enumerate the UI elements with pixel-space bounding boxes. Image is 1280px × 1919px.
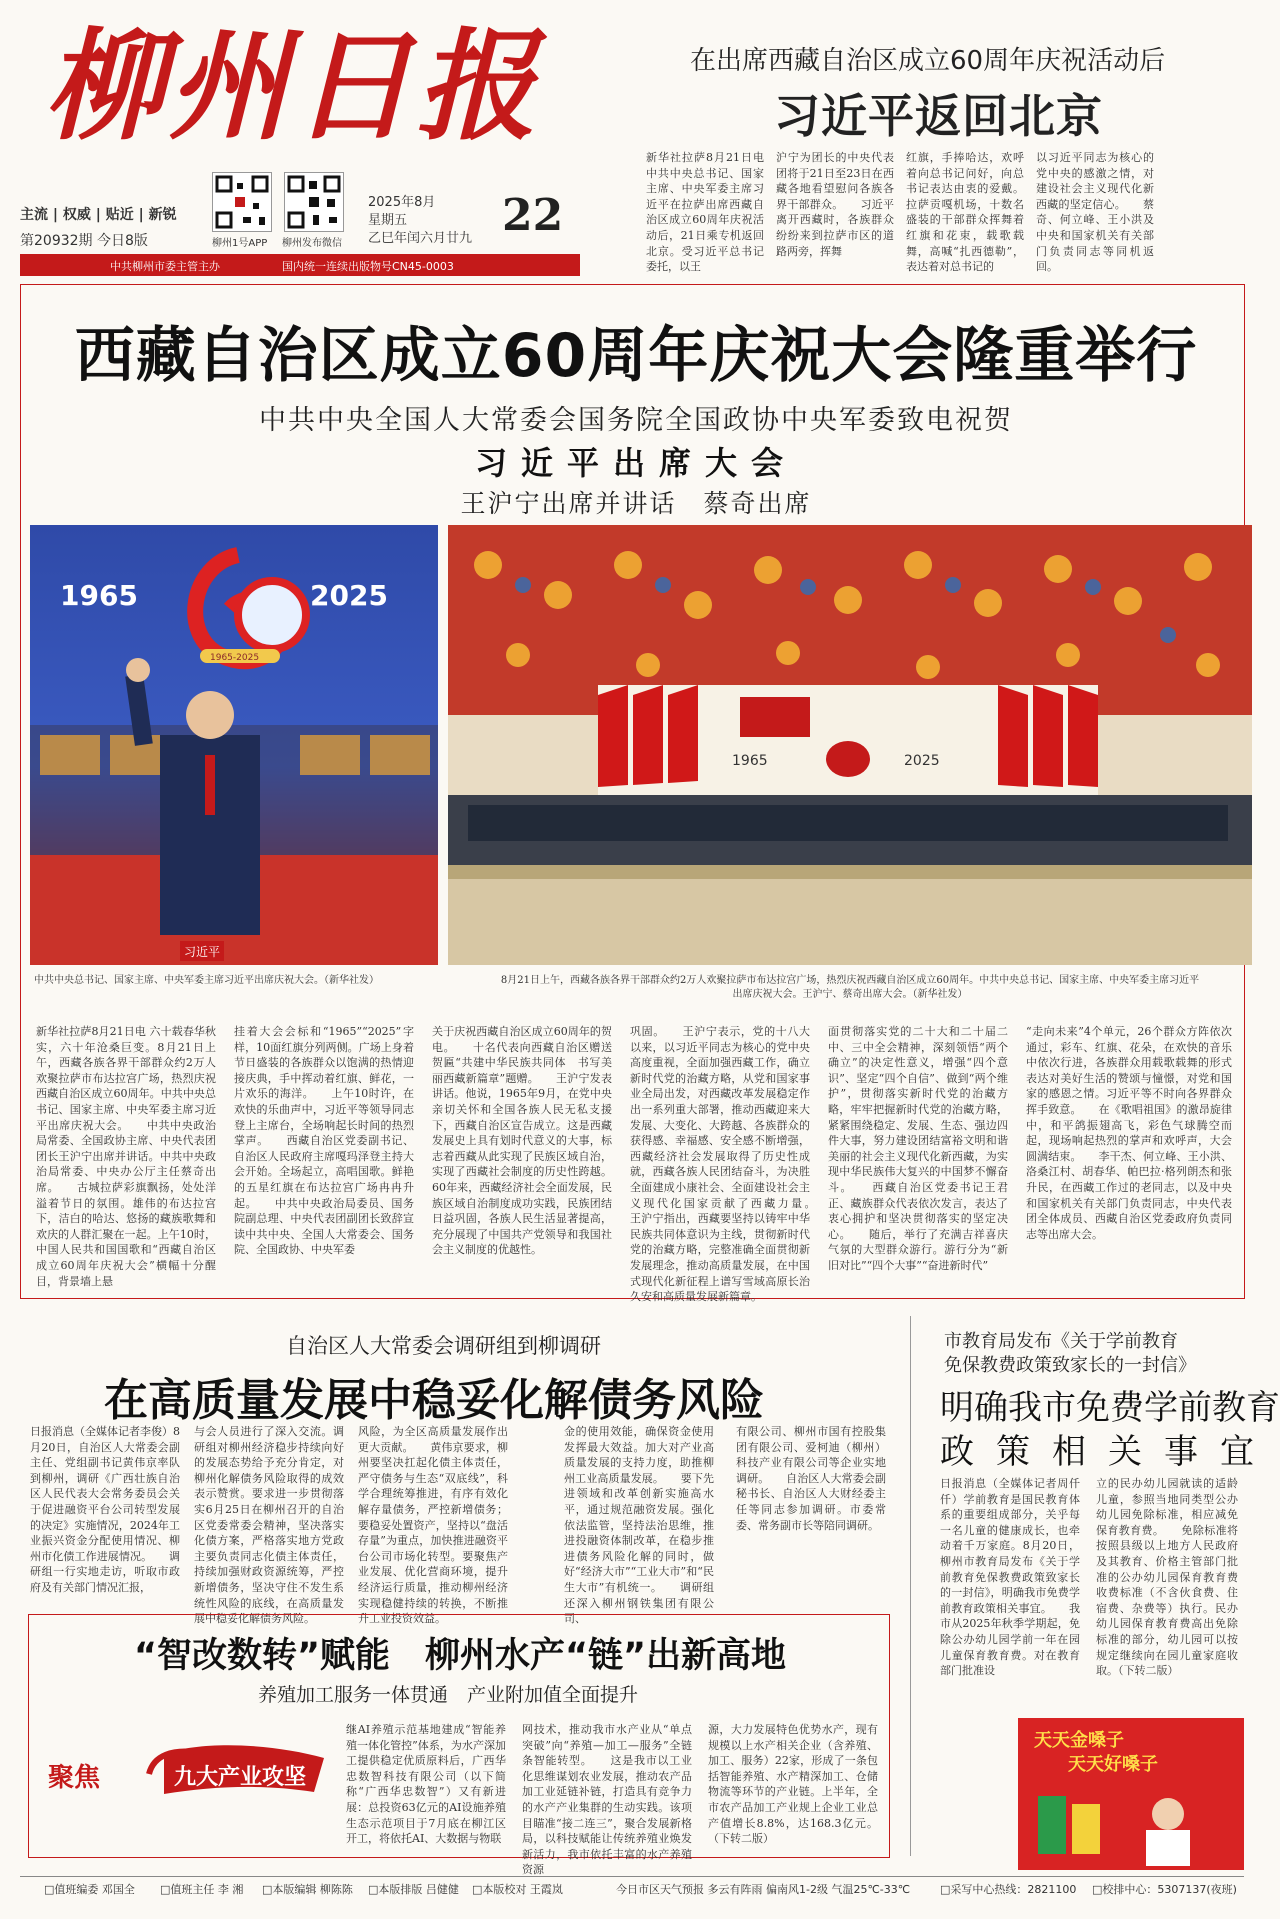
emblem-range: 1965-2025 — [210, 653, 260, 663]
lead-photo-right[interactable] — [448, 525, 1252, 965]
footer-night-desk: □校排中心：5307137(夜班) — [1092, 1883, 1237, 1896]
lead-article-column: 面贯彻落实党的二十大和二十届二中、三中全会精神，深刻领悟“两个确立”的决定性意义，增强“四个意识”、坚定“四个自信”、做到“两个维护”，贯彻落实新时代党的治藏方略，牢牢把握新时代党的治藏方略，紧紧围绕稳定、发展、生态、强边四件大事，努力建设团结富裕文明和谐美丽的社会主义现代化新西藏，为实现中华民族伟大复兴的中国梦不懈奋斗。 西藏自治区党委书记王君正、藏族群众代表依次发言，表达了衷心拥护和坚决贯彻落实的坚定决心。 随后，举行了充满吉祥喜庆气氛的大型群众游行。游行分为“新旧对比”“四个大事”“奋进新时代” — [828, 1025, 1008, 1272]
photo-right-caption: 8月21日上午，西藏各族各界干部群众约2万人欢聚拉萨市布达拉宫广场，热烈庆祝西藏自治区成立60周年。中共中央总书记、国家主席、中央军委主席习近平出席庆祝大会。王沪宁、蔡奇出席大会。（新华社发） — [500, 975, 1200, 1000]
ad-person-figure — [1152, 1798, 1184, 1830]
third-kicker-line-2: 免保教费政策致家长的一封信》 — [944, 1355, 1196, 1376]
fourth-article-column: 网技术，推动我市水产业从“单点突破”向“养殖—加工—服务”全链条智能转型。 这是我市以工业化思维谋划农业发展，推动农产品加工业延链补链，打造具有竞争力的水产产业集群的生动实践。该项目瞄准“接二连三”，聚合发展新格局，以科技赋能让传统养殖业焕发新活力，我市依托丰富的水产养殖资源 — [522, 1723, 692, 1877]
ad-product-box-icon — [1038, 1796, 1066, 1854]
footer-hotline: □采写中心热线：2821100 — [940, 1883, 1077, 1896]
qr-label-app: 柳州1号APP — [212, 238, 268, 249]
lead-subhead-1: 中共中央全国人大常委会国务院全国政协中央军委致电祝贺 — [259, 405, 1013, 436]
third-kicker-line-1: 市教育局发布《关于学前教育 — [944, 1331, 1178, 1352]
issue-date — [368, 194, 472, 248]
advertisement[interactable] — [1018, 1718, 1244, 1870]
badge-focus-text: 聚焦 — [48, 1763, 101, 1793]
masthead-slogan: 主流 | 权威 | 贴近 | 新锐 — [20, 207, 177, 223]
top-news-title: 习近平返回北京 — [774, 89, 1103, 143]
top-news-column: 沪宁为团长的中央代表团将于21日至23日在西藏各地看望慰问各族各界干部群众。 习近平离开西藏时，各族群众纷纷来到拉萨市区的道路两旁，挥舞 — [776, 151, 894, 258]
footer-item: □本版排版 吕健健 — [368, 1883, 459, 1896]
serial-number: 国内统一连续出版物号CN45-0003 — [282, 260, 454, 273]
third-article-column: 立的民办幼儿园就读的适龄儿童，参照当地同类型公办幼儿园免除标准，相应减免保育教育费。 免除标准将按照县级以上地方人民政府及其教育、价格主管部门批准的公办幼儿园保育教育费收费标准（不含伙食费、住宿费、杂费等）执行。民办幼儿园保育教育费高出免除标准的部分，幼儿园可以按规定继续向在园儿童家庭收取。（下转二版） — [1096, 1477, 1238, 1678]
qr-code-wechat-icon[interactable] — [284, 172, 344, 232]
third-article-column: 日报消息（全媒体记者周仟仟）学前教育是国民教育体系的重要组成部分，关乎每一名儿童的健康成长，也牵动着千万家庭。8月20日，柳州市教育局发布《关于学前教育免保教费政策致家长的一封信》，明确我市免费学前教育政策相关事宜。 我市从2025年秋季学期起，免除公办幼儿园学前一年在园儿童保育教育费。对在教育部门批准设 — [940, 1477, 1080, 1678]
second-article-column: 日报消息（全媒体记者李俊）8月20日，自治区人大常委会副主任、党组副书记黄伟京率队到柳州，调研《广西壮族自治区人民代表大会常务委员会关于促进融资平台公司转型发展的决定》实施情况，2024年工业振兴资金分配使用情况、柳州市化债工作进展情况。 调研组一行实地走访，听取市政府及有关部门情况汇报， — [30, 1425, 180, 1594]
fourth-article-column: 继AI养殖示范基地建成“智能养殖一体化管控”体系，为水产深加工提供稳定优质原料后，广西华忠数智科技有限公司（以下简称“广西华忠数智”）又有新进展：总投资63亿元的AI设施养殖生态示范项目于7月底在柳江区开工，将依托AI、大数据与物联 — [346, 1723, 506, 1846]
date-line-1: 2025年8月 — [368, 195, 436, 210]
second-article-column: 金的使用效能，确保资金使用发挥最大效益。加大对产业高质量发展的支持力度，助推柳州工业高质量发展。 要下先进领域和改革创新实施高水平，通过规范融资发展。强化依法监管，坚持法治思维，推进投融资体制改革，在稳步推进债务风险化解的同时，做好“经济大市”“工业大市”和“民生大市”有机统一。 调研组还深入柳州钢铁集团有限公司、 — [564, 1425, 714, 1626]
second-article-column: 有限公司、柳州市国有控股集团有限公司、爱柯迪（柳州）科技产业有限公司等企业实地调研。 自治区人大常委会副秘书长、自治区人大财经委主任等同志参加调研。市委常委、常务副市长等陪同调研。 — [736, 1425, 886, 1532]
emblem-year-left: 1965 — [60, 579, 138, 612]
second-article-column: 风险，为全区高质量发展作出更大贡献。 黄伟京要求，柳州要坚决扛起化债主体责任，严守债务与生态“双底线”，科学合理统筹推进，有序有效化解存量债务，严控新增债务；要稳妥处置资产，坚持以“盘活存量”为重点，加快推进融资平台公司市场化转型。要聚焦产业发展、优化营商环境，提升经济运行质量，推动柳州经济实现稳健持续的转换，不断推升工业投资效益。 — [358, 1425, 508, 1626]
footer-item: □本版校对 王霞岚 — [472, 1883, 563, 1896]
lead-subhead-2: 习近平出席大会 — [474, 444, 797, 482]
date-line-2: 星期五 — [368, 213, 408, 228]
stage-emblem-icon — [826, 741, 870, 777]
second-story-kicker: 自治区人大常委会调研组到柳调研 — [286, 1334, 601, 1358]
lead-article-column: 新华社拉萨8月21日电 六十载春华秋实，六十年沧桑巨变。8月21日上午，西藏各族各界干部群众约2万人欢聚拉萨市布达拉宫广场，热烈庆祝西藏自治区成立60周年。中共中央总书记、国家主席、中央军委主席习近平出席庆祝大会。 中共中央政治局常委、全国政协主席、中央代表团团长王沪宁出席并讲话。中共中央政治局常委、中央办公厅主任蔡奇出席。 古城拉萨彩旗飘扬，处处洋溢着节日的氛围。雄伟的布达拉宫下，洁白的哈达、悠扬的藏族歌舞和欢庆的人群汇聚在一起。上午10时，中国人民共和国国歌和“西藏自治区成立60周年庆祝大会”横幅十分醒目，背景墙上悬 — [36, 1025, 216, 1288]
day-number: 22 — [502, 190, 564, 241]
fourth-article-column: 源，大力发展特色优势水产，现有规模以上水产相关企业（含养殖、加工、服务）22家，形成了一条包括智能养殖、水产精深加工、仓储物流等环节的产业链。上半年，全市农产品加工产业规上企业工业总产值增长8.8%，达168.3亿元。（下转二版） — [708, 1723, 878, 1846]
lead-article-column: 挂着大会会标和“1965”“2025”字样，10面红旗分列两侧。广场上身着节日盛装的各族群众以饱满的热情迎接庆典，手中挥动着红旗、鲜花，一片欢乐的海洋。 上午10时许，在欢快的乐曲声中，习近平等领导同志登上主席台，全场响起长时间的热烈掌声。 西藏自治区党委副书记、自治区人民政府主席嘎玛泽登主持大会开始。全场起立，高唱国歌。鲜艳的五星红旗在布达拉宫广场冉冉升起。 中共中央政治局委员、国务院副总理、中央代表团副团长致辞宣读中共中央、全国人大常委会、国务院、全国政协、中央军委 — [234, 1025, 414, 1257]
masthead-logo — [38, 10, 558, 160]
badge-industry-text: 九大产业攻坚 — [174, 1765, 307, 1790]
ad-line-2: 天天好嗓子 — [1068, 1754, 1158, 1775]
lead-article-column: “走向未来”4个单元，26个群众方阵依次通过，彩车、红旗、花朵，在欢快的音乐中依次行进，各族群众用载歌载舞的形式表达对美好生活的赞颂与憧憬，对党和国家的感恩之情。习近平等不时向各界群众挥手致意。 在《歌唱祖国》的激昂旋律中，和平鸽振翅高飞，彩色气球腾空而起，现场响起热烈的掌声和欢呼声，大会圆满结束。 李干杰、何立峰、王小洪、洛桑江村、胡春华、帕巴拉·格列朗杰和张升民，在西藏工作过的老同志，以及中央和国家机关有关部门负责同志，中央代表团全体成员、西藏自治区党委政府负责同志等出席大会。 — [1026, 1025, 1232, 1241]
footer-weather: 今日市区天气预报 多云有阵雨 偏南风1-2级 气温25℃-33℃ — [616, 1883, 911, 1896]
third-story-title[interactable] — [940, 1386, 1280, 1474]
qr-code-app-icon[interactable] — [212, 172, 272, 232]
footer-item: □本版编辑 柳陈陈 — [262, 1883, 353, 1896]
fourth-story-subtitle: 养殖加工服务一体贯通 产业附加值全面提升 — [258, 1684, 639, 1706]
third-title-line-2: 政策相关事宜 — [940, 1432, 1276, 1472]
masthead-red-bar — [20, 254, 580, 276]
lead-article-column: 关于庆祝西藏自治区成立60周年的贺电。 十名代表向西藏自治区赠送贺匾“共建中华民族共同体 书写美丽西藏新篇章”题赠。 王沪宁发表讲话。他说，1965年9月，在党中央亲切关怀和全国各族人民无私支援下，西藏自治区宣告成立。这是西藏发展史上具有划时代意义的大事，标志着西藏从此实现了民族区域自治，实现了西藏社会制度的历史性跨越。60年来，西藏经济社会全面发展，民族区域自治制度成功实践，民族团结日益巩固，各族人民生活显著提高，充分展现了中国共产党领导和我国社会主义制度的优越性。 — [432, 1025, 612, 1257]
lead-photo-left[interactable] — [30, 525, 438, 965]
third-story-kicker — [944, 1330, 1196, 1378]
second-article-column: 与会人员进行了深入交流。调研组对柳州经济稳步持续向好的发展态势给予充分肯定，对柳州化解债务风险取得的成效表示赞赏。要求进一步贯彻落实6月25日在柳州召开的自治区党委常委会精神，坚决落实化债方案，严格落实地方党政主要负责同志化债主体责任，持续加强财政资源统筹，严控新增债务，坚决守住不发生系统性风险的底线，在高质量发展中稳妥化解债务风险。 — [194, 1425, 344, 1626]
footer-item: □值班主任 李 湘 — [160, 1883, 244, 1896]
top-news-column: 新华社拉萨8月21日电 中共中央总书记、国家主席、中央军委主席习近平在拉萨出席西藏自治区成立60周年庆祝活动后，21日乘专机返回北京。受习近平总书记委托，以王 — [646, 151, 764, 274]
sponsor-text: 中共柳州市委主管主办 — [110, 260, 220, 273]
page-footer — [20, 1876, 1244, 1899]
lead-article-column: 巩固。 王沪宁表示，党的十八大以来，以习近平同志为核心的党中央高度重视，全面加强西藏工作，确立新时代党的治藏方略，从党和国家事业全局出发，对西藏改革发展稳定作出一系列重大部署，推动西藏迎来大发展、大变化、大跨越、各族群众的获得感、幸福感、安全感不断增强，西藏经济社会发展取得了历史性成就，西藏各族人民团结奋斗，为决胜全面建成小康社会、全面建设社会主义现代化国家贡献了西藏力量。 王沪宁指出，西藏要坚持以铸牢中华民族共同体意识为主线，贯彻新时代党的治藏方略，完整准确全面贯彻新发展理念，推动高质量发展，在中国式现代化新征程上谱写雪域高原长治久安和高质量发展新篇章。 — [630, 1025, 832, 1304]
photo-seal: 习近平 — [184, 945, 221, 959]
emblem-year-right: 2025 — [310, 579, 388, 612]
fourth-story-title[interactable]: “智改数转”赋能 柳州水产“链”出新高地 — [134, 1636, 787, 1676]
photo-left-caption: 中共中央总书记、国家主席、中央军委主席习近平出席庆祝大会。（新华社发） — [34, 975, 379, 986]
stage-year-left: 1965 — [732, 753, 768, 769]
top-news-subtitle: 在出席西藏自治区成立60周年庆祝活动后 — [690, 46, 1166, 76]
footer-item: □值班编委 邓国全 — [44, 1883, 135, 1896]
issue-info: 第20932期 今日8版 — [20, 233, 148, 249]
column-divider — [910, 1316, 911, 1856]
industry-focus-badge — [44, 1744, 334, 1804]
qr-label-wechat: 柳州发布微信 — [282, 238, 342, 249]
lead-subhead-3: 王沪宁出席并讲话 蔡奇出席 — [460, 489, 812, 518]
second-story-title[interactable]: 在高质量发展中稳妥化解债务风险 — [104, 1375, 764, 1426]
stage-year-right: 2025 — [904, 753, 940, 769]
ad-line-1: 天天金嗓子 — [1034, 1730, 1124, 1751]
lead-headline[interactable]: 西藏自治区成立60周年庆祝大会隆重举行 — [74, 321, 1198, 391]
masthead-logo-text: 柳州日报 — [44, 16, 540, 157]
top-news-column: 以习近平同志为核心的党中央的感激之情，对建设社会主义现代化新西藏的坚定信心。 蔡奇、何立峰、王小洪及中央和国家机关有关部门负责同志等同机返回。 — [1036, 151, 1154, 274]
date-line-3: 乙巳年闰六月廿九 — [368, 231, 473, 246]
top-news-column: 红旗，手捧哈达，欢呼着向总书记问好，向总书记表达由衷的爱戴。拉萨贡嘎机场，十数名盛装的干部群众挥舞着红旗和花束，载歌载舞，高喊“扎西德勒”，表达着对总书记的 — [906, 151, 1024, 274]
third-title-line-1: 明确我市免费学前教育 — [940, 1388, 1280, 1428]
